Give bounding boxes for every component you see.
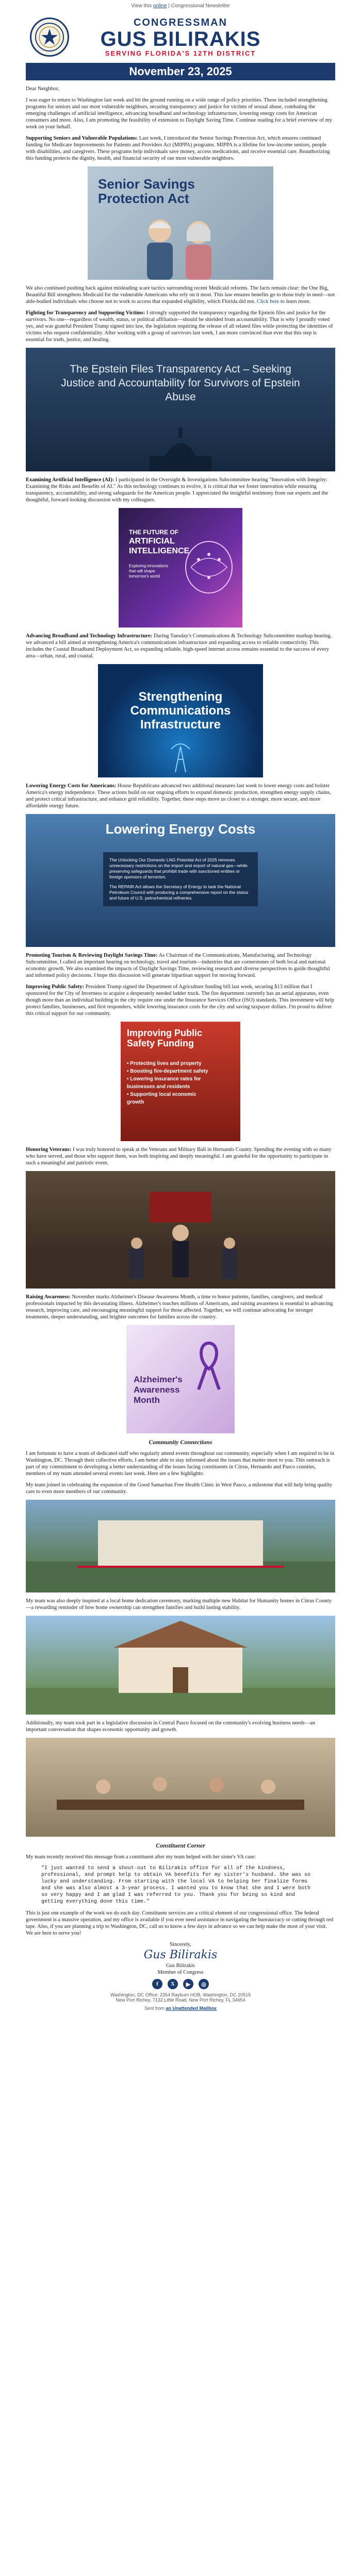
epstein-heading: Fighting for Transparency and Supporting Victims: — [26, 310, 145, 316]
signature-script: Gus Bilirakis — [143, 1948, 218, 1961]
ai-image — [119, 508, 242, 628]
corner-p2: This is just one example of the work we do each day. Constituent services are a critical element of our congressional office. The federal government is a massive operation, and my office is available if you ever need assistance in navigating the bureaucracy or cutting through red tape. Also, if you are planning a trip to Washington, DC, call us to know a few days in advance so we can help make the most of your visit. We are here to serve you! — [26, 1910, 334, 1936]
senior-image-title-1: Senior Savings — [98, 176, 195, 192]
top-bar — [0, 0, 361, 11]
alzheimers-text: November marks Alzheimer's Disease Awareness Month, a time to honor patients, families, caregivers, and medical professionals impacted by this devastating illness. Alzheimer's touches millions of Americans, and raising awareness is essential to advancing research, improving care, and encouraging meaningful support for those affected. Together, we will continue advocating for stronger treatments, deeper understanding, and brighter outcomes for families across the country. — [26, 1294, 333, 1320]
footer — [26, 1992, 335, 2011]
legislative-discussion-photo — [26, 1738, 335, 1837]
footer-dc-office: Washington, DC Office: 2354 Rayburn HOB, Washington, DC 20515 — [110, 1992, 251, 1997]
district-label: SERVING FLORIDA'S 12TH DISTRICT — [105, 49, 256, 57]
epstein-image-title: The Epstein Files Transparency Act – Seeking Justice and Accountability for Survivors of Epstein Abuse — [61, 363, 300, 403]
ai-image-title-1: THE FUTURE OF — [129, 529, 178, 536]
instagram-icon[interactable]: ◎ — [199, 1979, 209, 1989]
energy-bullet-2: The REPAIR Act allows the Secretary of Energy to task the National Petroleum Council with producing a comprehensive report on the status and future of U.S. petrochemical refineries. — [109, 884, 249, 901]
broadband-image — [98, 664, 263, 777]
veterans-paragraph — [26, 1146, 335, 1166]
x-twitter-icon[interactable]: X — [168, 1979, 178, 1989]
seniors-paragraph — [26, 135, 335, 162]
representative-name: GUS BILIRAKIS — [100, 28, 261, 50]
alz-image-title-2: Awareness — [134, 1385, 180, 1395]
broadband-text: During Tuesday's Communications & Technology Subcommittee markup hearing, we advanced a bill aimed at strengthening America's communications infrastructure and expanding access to reliable connectivity. This includes the Coastal Broadband Deployment Act, so expanding reliable, high-speed internet access remains essential to the success of every area—urban, rural, and coastal. — [26, 633, 332, 659]
veterans-heading: Honoring Veterans: — [26, 1147, 72, 1153]
ai-brain-icon — [180, 539, 237, 601]
tax-link-suffix: to learn more. — [280, 299, 311, 304]
alzheimers-paragraph — [26, 1294, 335, 1320]
safety-paragraph — [26, 984, 335, 1017]
unattended-mailbox-link[interactable]: an Unattended Mailbox — [166, 2006, 217, 2011]
ai-heading: Examining Artificial Intelligence (AI): — [26, 477, 114, 483]
broadband-image-title-2: Communications — [130, 704, 231, 718]
community-p2: My team joined in celebrating the expansion of the Good Samaritan Free Health Clinic in West Pasco, a milestone that will help bring quality care to even more members of our community. — [26, 1482, 333, 1495]
safety-bullet-4: • Supporting local economic growth — [127, 1092, 196, 1105]
senior-image-title-2: Protection Act — [98, 191, 189, 206]
energy-image — [26, 814, 335, 947]
ai-paragraph — [26, 477, 335, 503]
topbar-text: View this — [131, 3, 152, 9]
intro-paragraph: I was eager to return to Washington last week and hit the ground running on a wide range of policy priorities. These included strengthening programs for seniors and our most vulnerable neighbors, securing transparency and justice for victims of sexual abuse, combating the emerging challenges of artificial intelligence, advancing broadband and technology infrastructure, lowering energy costs for American consumers and more. Also, I am promoting the feasibility of extension to Daylight Saving Time. Continue reading for a brief overview of my week on your behalf. — [26, 97, 333, 130]
footer-unsub-prefix: Sent from — [144, 2006, 165, 2011]
header-banner — [26, 11, 335, 63]
ai-image-title-2: ARTIFICIAL — [129, 537, 175, 546]
safety-image-title-1: Improving Public — [127, 1028, 203, 1038]
community-p4: Additionally, my team took part in a legislative discussion in Central Pasco focused on the community's evolving business needs—an important conversation that shapes economic opportunity and growth. — [26, 1720, 315, 1733]
community-heading: Community Connections — [149, 1438, 212, 1446]
epstein-text: I strongly supported the transparency regarding the Epstein files and justice for the survivors. No one—regardless of wealth, status, or political affiliation—should be shielded from accountability. That is why I proudly voted yes, and was grateful President Trump signed into law, the legislation requiring the release of all related files while protecting the identities of victims who request confidentiality. After working with a group of survivors last week, I am more convinced than ever that this step is essential for truth, justice, and healing. — [26, 310, 333, 343]
safety-bullet-2: • Boosting fire-department safety — [127, 1069, 208, 1074]
broadband-image-title-3: Infrastructure — [140, 718, 221, 732]
veterans-ball-scene — [26, 1171, 335, 1289]
safety-image-title-2: Safety Funding — [127, 1038, 194, 1048]
constituent-corner-heading: Constituent Corner — [156, 1842, 205, 1849]
alzheimers-heading: Raising Awareness: — [26, 1294, 71, 1300]
alz-image-title-1: Alzheimer's — [134, 1375, 183, 1384]
epstein-files-image — [26, 348, 335, 471]
legislative-discussion-scene — [26, 1738, 335, 1837]
energy-text: House Republicans advanced two additional measures last week to lower energy costs and bolster America's energy independence. These actions build on our ongoing efforts to expand domestic production, strengthen energy supply chains, and protect critical infrastructure, and enhance grid reliability. Together, these steps move us closer to a stronger, more secure, and more affordable energy future. — [26, 783, 331, 809]
tax-paragraph — [26, 285, 335, 305]
view-online-link[interactable]: online — [153, 3, 167, 9]
ai-image-title-3: INTELLIGENCE — [129, 547, 190, 555]
senior-savings-image — [88, 166, 273, 280]
broadband-heading: Advancing Broadband and Technology Infrastructure: — [26, 633, 153, 639]
community-p1: I am fortunate to have a team of dedicated staff who regularly attend events throughout our community, especially when I am required to be in Washington, DC. Through their collective efforts, I am better able to stay informed about the issues that matter most to you. This outreach is part of my commitment to developing a better understanding of the issues facing constituents in Citrus, Hernando and Pasco counties, members of my team attended several events last week. Here are a few highlights: — [26, 1451, 335, 1477]
clinic-group-scene — [26, 1500, 335, 1592]
veterans-text: I was truly honored to speak at the Veterans and Military Ball in Hernando County. Spending the evening with so many who have served, and those who support them, was both inspiring and deeply meaningful. I am grateful for the opportunity to participate in such a meaningful and patriotic event. — [26, 1147, 332, 1166]
epstein-paragraph — [26, 310, 335, 343]
social-links — [26, 1979, 335, 1989]
veterans-ball-photo — [26, 1171, 335, 1289]
community-p3: My team was also deeply inspired at a local home dedication ceremony, marking multiple new Habitat for Humanity homes in Citrus County—a rewarding reminder of how home ownership can strengthen families and build lasting stability. — [26, 1598, 332, 1611]
corner-p1: My team recently received this message from a constituent after my team helped with her sister's VA case: — [26, 1854, 256, 1860]
newsletter-date: November 23, 2025 — [26, 63, 335, 80]
energy-paragraph — [26, 783, 335, 809]
habitat-home-scene — [26, 1616, 335, 1715]
alz-image-title-3: Month — [134, 1395, 160, 1405]
signature-title: Member of Congress — [157, 1970, 204, 1975]
youtube-icon[interactable]: ▶ — [183, 1979, 193, 1989]
network-tower-icon — [160, 741, 201, 772]
broadband-image-title-1: Strengthening — [138, 690, 223, 704]
ai-text: I participated in the Oversight & Investigations Subcommittee hearing "Innovation with Integrity: Examining the Risks and Benefits of AI." As this technology continues to evolve, it is critical that we foster innovation while ensuring transparency, accountability, and strong safeguards for the American people. I appreciated the insightful testimony from our experts and the thoughtful, forward-looking discussion with my colleagues. — [26, 477, 329, 503]
congressman-label: CONGRESSMAN — [133, 17, 227, 28]
safety-bullet-1: • Protecting lives and property — [127, 1061, 202, 1066]
capitol-silhouette-icon — [129, 425, 232, 471]
habitat-home-photo — [26, 1616, 335, 1715]
tourism-heading: Promoting Tourism & Reviewing Daylight Savings Time: — [26, 953, 158, 958]
safety-heading: Improving Public Safety: — [26, 984, 84, 990]
ai-image-subtitle: Exploring innovations that will shape tomorrow's world — [129, 564, 169, 579]
tourism-paragraph — [26, 952, 335, 979]
seniors-text: Last week, I introduced the Senior Savings Protection Act, which ensures continued funding for Medicare Improvements for Patients and Providers Act (MIPPA) programs. MIPPA is a lifeline for low-income seniors, people with disabilities, and caregivers. These programs help individuals save money, access medications, and receive essential care. Reauthorizing this funding protects the dignity, health, and financial security of our most vulnerable neighbors. — [26, 135, 330, 161]
broadband-paragraph — [26, 633, 335, 659]
signature-name: Gus Bilirakis — [166, 1963, 195, 1969]
public-safety-image — [121, 1022, 240, 1141]
energy-bullet-1: The Unlocking Our Domestic LNG Potential Act of 2025 removes unnecessary restrictions on the import and export of natural gas—while preserving safeguards that prohibit trade with sanctioned entities or foreign sponsors of terrorism. — [109, 857, 248, 879]
seniors-couple-illustration — [119, 213, 242, 280]
tourism-text: As Chairman of the Communications, Manufacturing, and Technology Subcommittee, I called an important hearing on technology, travel and tourism—industries that are cornerstones of both local and national economic growth. We also examined the impacts of Daylight Savings Time, reviewing research and diverse perspectives to guide thoughtful and informed policy decisions. I hope this discussion will generate bipartisan support for moving forward. — [26, 953, 330, 978]
footer-district-office: New Port Richey, 7132 Little Road, New Port Richey, FL 34654 — [116, 1997, 245, 2003]
purple-ribbon-icon — [193, 1341, 224, 1392]
tax-text: We also continued pushing back against misleading scare tactics surrounding recent Medicaid reforms. The facts remain clear: the One Big, Beautiful Bill strengthens Medicaid for the vulnerable Americans who rely on it most. This law ensures benefits go to those truly in need—not able-bodied individuals who choose not to work to access that expanded eligibility, which Florida did not. — [26, 285, 335, 304]
energy-image-title: Lowering Energy Costs — [105, 821, 256, 837]
congress-seal-icon — [30, 18, 69, 57]
topbar-suffix: | Congressional Newsletter — [168, 3, 230, 9]
constituent-quote: "I just wanted to send a shout-out to Bilirakis office for all of the kindness, professional, and prompt help to obtain VA benefits for my sister's husband. She was so lucky and understanding. From starting with the local VA to helping her finalize forms and she was also almost a 3-year process. I wanted you to know that she and I were both so very happy and I am glad I was referred to you. Thank you for being so kind and getting everything done this time." — [41, 1866, 311, 1905]
facebook-icon[interactable]: f — [152, 1979, 162, 1989]
clinic-ribbon-photo — [26, 1500, 335, 1592]
energy-heading: Lowering Energy Costs for Americans: — [26, 783, 117, 789]
seniors-heading: Supporting Seniors and Vulnerable Populations: — [26, 135, 138, 141]
signoff: Sincerely, — [170, 1942, 191, 1947]
safety-text: President Trump signed the Department of Agriculture funding bill last week, securing $13 million that I sponsored for the City of Inverness to acquire a desperately needed ladder truck. The fire department currently has an aerial apparatus, even though more than an individual building in the city require one under the Insurance Services Office (ISO) standards. This investment will help protect families, businesses, and first responders, while lowering insurance costs for the city and saving taxpayer dollars. I'm proud to deliver this critical support for our community. — [26, 984, 334, 1016]
learn-more-link[interactable]: Click here — [256, 299, 280, 304]
safety-bullet-3: • Lowering insurance rates for businesses and residents — [127, 1076, 201, 1090]
signature-block — [26, 1941, 335, 1976]
alzheimers-image — [126, 1325, 235, 1433]
greeting: Dear Neighbor, — [26, 86, 59, 92]
